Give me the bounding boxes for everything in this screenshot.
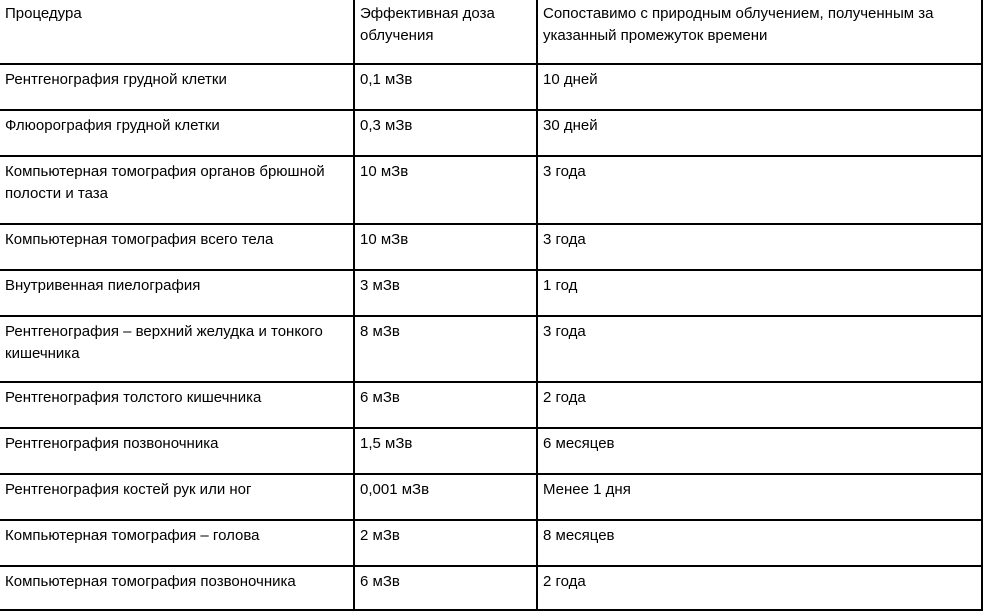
procedure-cell: Рентгенография – верхний желудка и тонкого кишечника [0, 316, 354, 382]
procedure-cell: Рентгенография толстого кишечника [0, 382, 354, 428]
equivalent-cell: 3 года [537, 224, 982, 270]
procedure-cell: Рентгенография позвоночника [0, 428, 354, 474]
equivalent-cell: 3 года [537, 156, 982, 224]
table-row [0, 520, 982, 566]
equivalent-cell: 6 месяцев [537, 428, 982, 474]
equivalent-cell: Менее 1 дня [537, 474, 982, 520]
header-natural-equivalent: Сопоставимо с природным облучением, полученным за указанный промежуток времени [537, 0, 982, 64]
header-procedure: Процедура [0, 0, 354, 64]
dose-cell: 10 мЗв [354, 156, 537, 224]
equivalent-cell: 10 дней [537, 64, 982, 110]
dose-cell: 1,5 мЗв [354, 428, 537, 474]
procedure-cell: Рентгенография грудной клетки [0, 64, 354, 110]
dose-cell: 3 мЗв [354, 270, 537, 316]
procedure-cell: Компьютерная томография позвоночника [0, 566, 354, 610]
dose-cell: 10 мЗв [354, 224, 537, 270]
table-row [0, 382, 982, 428]
table-row [0, 224, 982, 270]
dose-cell: 0,001 мЗв [354, 474, 537, 520]
procedure-cell: Рентгенография костей рук или ног [0, 474, 354, 520]
equivalent-cell: 30 дней [537, 110, 982, 156]
procedure-cell: Внутривенная пиелография [0, 270, 354, 316]
dose-cell: 0,1 мЗв [354, 64, 537, 110]
equivalent-cell: 2 года [537, 382, 982, 428]
procedure-cell: Компьютерная томография органов брюшной полости и таза [0, 156, 354, 224]
table-row [0, 316, 982, 382]
equivalent-cell: 1 год [537, 270, 982, 316]
table-row [0, 156, 982, 224]
table-row [0, 270, 982, 316]
dose-cell: 6 мЗв [354, 566, 537, 610]
dose-cell: 2 мЗв [354, 520, 537, 566]
dose-cell: 0,3 мЗв [354, 110, 537, 156]
table-row [0, 64, 982, 110]
procedure-cell: Компьютерная томография – голова [0, 520, 354, 566]
equivalent-cell: 2 года [537, 566, 982, 610]
equivalent-cell: 8 месяцев [537, 520, 982, 566]
procedure-cell: Флюорография грудной клетки [0, 110, 354, 156]
table-row [0, 428, 982, 474]
equivalent-cell: 3 года [537, 316, 982, 382]
table-row [0, 474, 982, 520]
table-header-row [0, 0, 982, 64]
table-row [0, 110, 982, 156]
header-effective-dose: Эффективная доза облучения [354, 0, 537, 64]
dose-cell: 6 мЗв [354, 382, 537, 428]
procedure-cell: Компьютерная томография всего тела [0, 224, 354, 270]
dose-cell: 8 мЗв [354, 316, 537, 382]
